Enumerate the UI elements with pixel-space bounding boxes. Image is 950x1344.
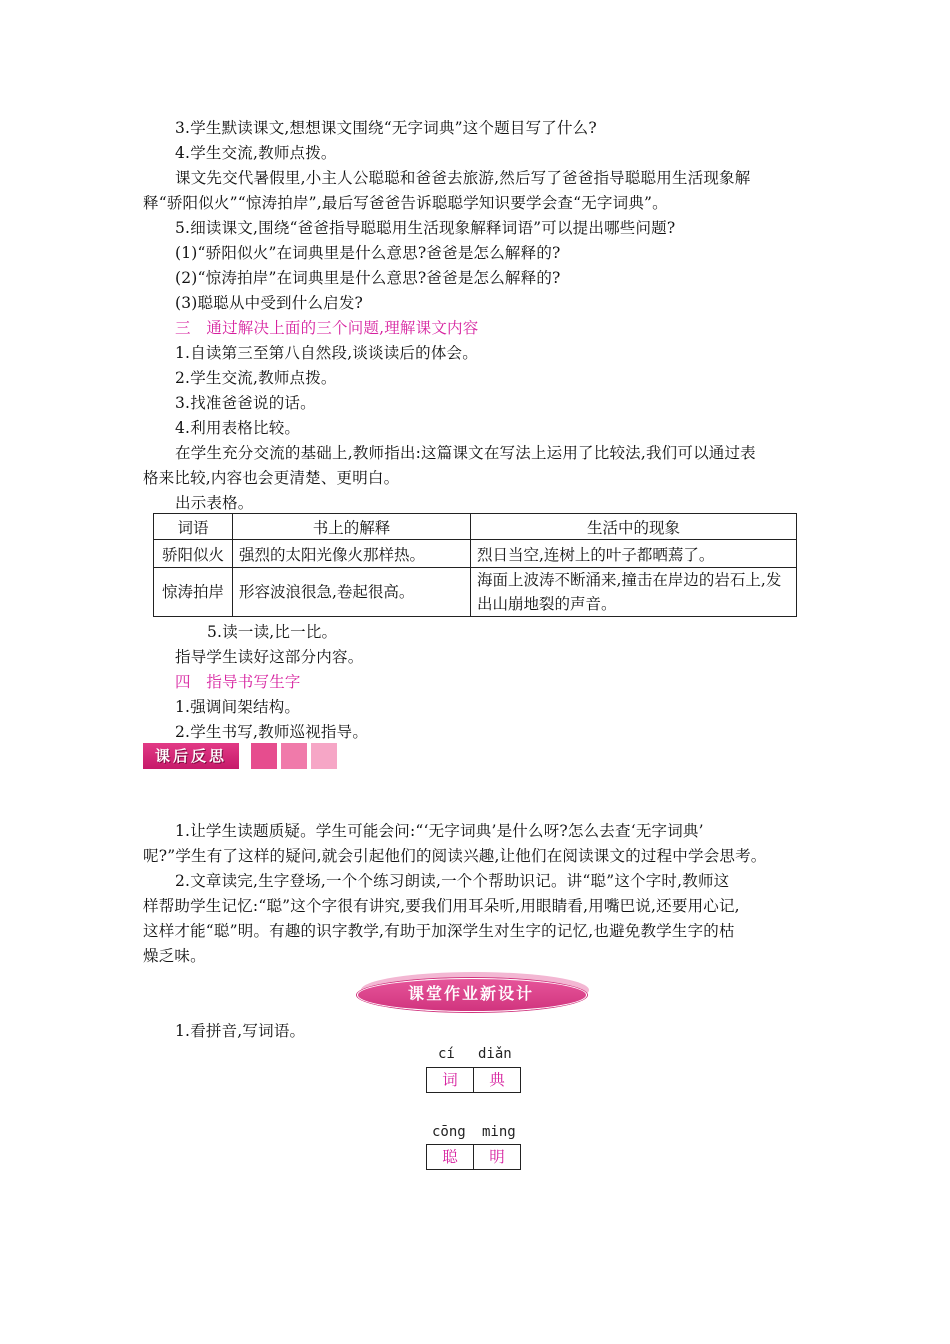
homework-banner (357, 972, 589, 1012)
reflection-banner (143, 743, 337, 769)
table-cell: 形容波浪很急,卷起很高。 (233, 568, 471, 617)
decorative-square (281, 743, 307, 769)
question-2: (2)“惊涛拍岸”在词典里是什么意思?爸爸是怎么解释的? (175, 269, 561, 287)
paragraph-step-4: 4.学生交流,教师点拨。 (175, 144, 337, 162)
paragraph-compare-line-2: 格来比较,内容也会更清楚、更明白。 (143, 469, 400, 487)
character-grid (426, 1067, 521, 1093)
character-cell: 明 (473, 1145, 520, 1169)
homework-title: 课堂作业新设计 (407, 984, 534, 1003)
table-cell: 烈日当空,连树上的叶子都晒蔫了。 (471, 540, 797, 568)
step-1: 1.自读第三至第八自然段,谈谈读后的体会。 (175, 344, 478, 362)
pinyin-label: ming (482, 1124, 516, 1140)
decorative-square (311, 743, 337, 769)
section-heading-3: 三 通过解决上面的三个问题,理解课文内容 (175, 319, 479, 337)
table-cell: 海面上波涛不断涌来,撞击在岸边的岩石上,发出山崩地裂的声音。 (471, 568, 797, 617)
show-table-text: 出示表格。 (175, 494, 254, 512)
read-compare-text: 5.读一读,比一比。 (207, 623, 338, 641)
character-grid (426, 1144, 521, 1170)
table-cell: 强烈的太阳光像火那样热。 (233, 540, 471, 568)
table-cell: 惊涛拍岸 (154, 568, 233, 617)
paragraph-compare-line-1: 在学生充分交流的基础上,教师指出:这篇课文在写法上运用了比较法,我们可以通过表 (175, 444, 756, 462)
pinyin-label: cōng (432, 1124, 466, 1140)
table-header: 词语 (154, 514, 233, 540)
paragraph-summary-line-1: 课文先交代暑假里,小主人公聪聪和爸爸去旅游,然后写了爸爸指导聪聪用生活现象解 (175, 169, 751, 187)
question-3: (3)聪聪从中受到什么启发? (175, 294, 364, 312)
question-1: (1)“骄阳似火”在词典里是什么意思?爸爸是怎么解释的? (175, 244, 561, 262)
reflection-title: 课后反思 (143, 743, 239, 769)
character-cell: 聪 (442, 1148, 458, 1166)
table-cell: 骄阳似火 (154, 540, 233, 568)
writing-step-1: 1.强调间架结构。 (175, 698, 301, 716)
reflection-1-line-2: 呢?”学生有了这样的疑问,就会引起他们的阅读兴趣,让他们在阅读课文的过程中学会思考。 (143, 847, 767, 865)
reflection-2-line-1: 2.文章读完,生字登场,一个个练习朗读,一个个帮助识记。讲“聪”这个字时,教师这 (175, 872, 730, 890)
homework-instruction: 1.看拼音,写词语。 (175, 1022, 306, 1040)
reflection-2-line-2: 样帮助学生记忆:“聪”这个字很有讲究,要我们用耳朵听,用眼睛看,用嘴巴说,还要用心记, (143, 897, 740, 915)
paragraph-summary-line-2: 释“骄阳似火”“惊涛拍岸”,最后写爸爸告诉聪聪学知识要学会查“无字词典”。 (143, 194, 668, 212)
step-2: 2.学生交流,教师点拨。 (175, 369, 337, 387)
table-header: 书上的解释 (233, 514, 471, 540)
table-row (154, 568, 797, 617)
step-3: 3.找准爸爸说的话。 (175, 394, 316, 412)
pinyin-label: cí (438, 1046, 455, 1062)
character-cell: 典 (473, 1068, 520, 1092)
table-header: 生活中的现象 (471, 514, 797, 540)
section-heading-4: 四 指导书写生字 (175, 673, 301, 691)
table-row (154, 540, 797, 568)
reflection-2-line-4: 燥乏味。 (143, 947, 206, 965)
table-header-row (154, 514, 797, 540)
character-cell: 词 (442, 1071, 458, 1089)
decorative-square (251, 743, 277, 769)
pinyin-label: diǎn (478, 1046, 512, 1062)
reflection-1-line-1: 1.让学生读题质疑。学生可能会问:“‘无字词典’是什么呀?怎么去查‘无字词典’ (175, 822, 704, 840)
reflection-2-line-3: 这样才能“聪”明。有趣的识字教学,有助于加深学生对生字的记忆,也避免教学生字的枯 (143, 922, 735, 940)
guide-reading-text: 指导学生读好这部分内容。 (175, 648, 364, 666)
paragraph-step-3: 3.学生默读课文,想想课文围绕“无字词典”这个题目写了什么? (175, 119, 597, 137)
step-4: 4.利用表格比较。 (175, 419, 301, 437)
paragraph-step-5: 5.细读课文,围绕“爸爸指导聪聪用生活现象解释词语”可以提出哪些问题? (175, 219, 676, 237)
writing-step-2: 2.学生书写,教师巡视指导。 (175, 723, 369, 741)
comparison-table (153, 513, 797, 617)
